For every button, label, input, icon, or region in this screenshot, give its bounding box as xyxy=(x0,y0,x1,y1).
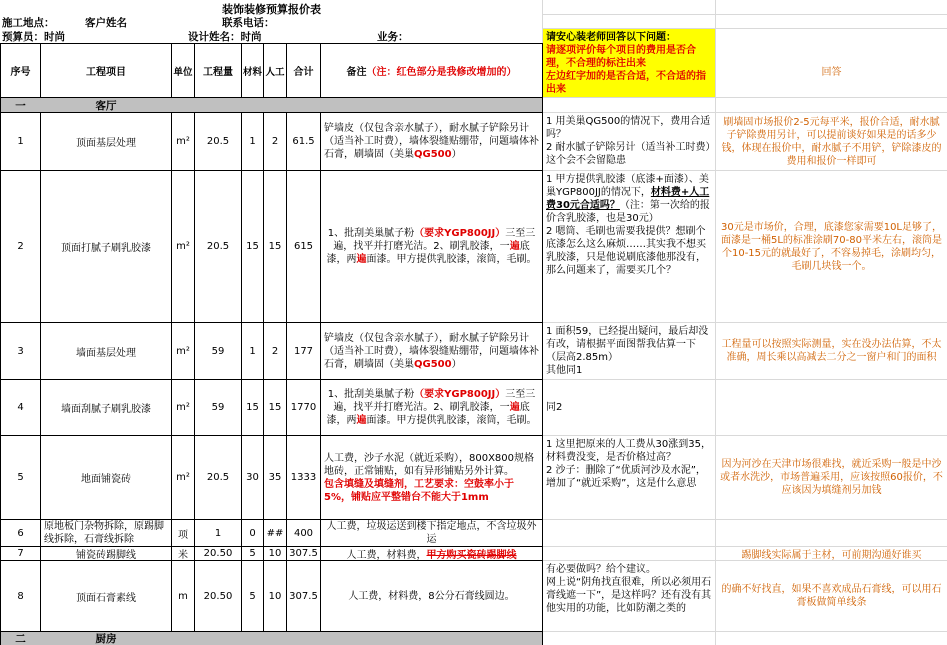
note-red-text: （要求YGP800JJ） xyxy=(414,389,506,400)
row-note xyxy=(321,171,542,322)
row-item: 铺瓷砖踢脚线 xyxy=(76,550,136,560)
row-note xyxy=(321,436,542,519)
row-qty: 20.50 xyxy=(203,548,233,559)
row-total: 400 xyxy=(293,527,314,539)
row-item: 原地板门杂物拆除，原踢脚线拆除，石膏线拆除 xyxy=(44,521,164,545)
row-seq: 3 xyxy=(17,345,24,357)
question-box-line1: 请安心装老师回答以下问题： xyxy=(546,32,676,43)
row-item: 顶面石膏素线 xyxy=(76,592,136,604)
row-item: 顶面基层处理 xyxy=(76,138,136,149)
note-red-text: QG500 xyxy=(414,149,452,160)
note-text: 面漆。甲方提供乳胶漆，滚筒，毛刷。 xyxy=(366,254,537,265)
note-red-text: 遍 xyxy=(356,254,367,265)
row-unit: m xyxy=(178,590,188,602)
row-seq: 2 xyxy=(17,241,24,252)
note-red-text: QG500 xyxy=(414,358,452,370)
row-unit: m² xyxy=(176,241,190,252)
note-text: 底漆，两 xyxy=(326,241,530,265)
question-text: 1 甲方提供乳胶漆（底漆+面漆）、美巢YGP800JJ的情况下， xyxy=(546,174,709,198)
note-text: 面漆。甲方提供乳胶漆，滚筒，毛刷。 xyxy=(366,415,537,426)
section-number: 二 xyxy=(1,632,40,645)
note-red-text: 甲方购买瓷砖踢脚线 xyxy=(426,550,517,560)
row-note xyxy=(321,547,542,560)
row-question xyxy=(543,171,715,322)
customer-label: 客户姓名 xyxy=(85,17,127,29)
row-total: 307.5 xyxy=(289,548,318,559)
row-question: 1 面积59，已经提出疑问，最后却没有改，请根据平面图帮我估算一下（层高2.85m） 其他同1 xyxy=(546,326,709,376)
row-mat: 0 xyxy=(249,527,256,539)
note-text: 人工费，材料费， xyxy=(346,550,427,560)
row-labor: 35 xyxy=(268,472,282,483)
row-note xyxy=(321,113,542,170)
col-labor: 人工 xyxy=(265,66,285,78)
row-answer: 30元是市场价，合理，底漆您家需要10L足够了，面漆是一桶5L的标准涂刷70-80平米左右，滚筒是个10-15元的就最好了，不容易掉毛，涂刷均匀，毛刷几块钱一个。 xyxy=(720,221,943,272)
note-text: ） xyxy=(451,358,462,370)
row-answer xyxy=(716,380,947,435)
row-mat: 15 xyxy=(246,241,259,252)
row-answer: 踢脚线实际属于主材，可前期沟通好谁买 xyxy=(741,550,922,560)
row-seq: 1 xyxy=(17,136,24,147)
row-qty: 1 xyxy=(214,527,222,539)
row-note: 人工费，材料费，8公分石膏线圆边。 xyxy=(348,590,515,602)
section-name: 客厅 xyxy=(41,98,171,112)
row-mat: 5 xyxy=(249,590,256,602)
note-text: 1、批刮美巢腻子粉 xyxy=(327,389,415,400)
row-question: 有必要做吗？给个建议。 网上说“阴角找直很难，所以必须用石膏线遮一下”，是这样吗？还有没有其他实用的功能，比如防潮之类的 xyxy=(546,564,712,614)
row-total: 1770 xyxy=(290,402,317,413)
row-labor: ## xyxy=(266,527,284,539)
note-text: 铲墙皮（仅包含亲水腻子），耐水腻子铲除另计（适当补工时费），墙体裂缝贴绷带，问题墙体补石膏，刷墙固（美巢 xyxy=(324,123,539,160)
row-seq: 5 xyxy=(17,472,24,483)
row-qty: 59 xyxy=(211,345,225,357)
col-note xyxy=(321,44,542,97)
row-qty: 20.5 xyxy=(206,472,230,483)
row-qty: 20.50 xyxy=(203,590,233,602)
row-labor: 10 xyxy=(268,548,282,559)
row-unit: m² xyxy=(176,472,190,483)
section-name: 厨房 xyxy=(41,632,171,645)
note-text: 三至三遍，找平并打磨光洁。2、刷乳胶漆，一 xyxy=(333,389,536,413)
row-mat: 15 xyxy=(246,402,259,413)
row-total: 61.5 xyxy=(292,136,315,147)
row-seq: 6 xyxy=(17,527,24,539)
section-number: 一 xyxy=(1,98,40,112)
row-labor: 10 xyxy=(268,590,282,602)
row-unit: m² xyxy=(176,136,190,147)
row-note xyxy=(321,380,542,435)
row-question: 1 这里把原来的人工费从30涨到35，材料费没变，是否价格过高？ 2 沙子：删除了“优质河沙及水泥”，增加了“就近采购”，这是什么意思 xyxy=(546,439,711,489)
row-note: 人工费，垃圾运送到楼下指定地点，不含垃圾外运 xyxy=(326,521,537,545)
row-answer: 刷墙固市场报价2-5元每平米，报价合适，耐水腻子铲除费用另计，可以提前谈好如果是的话多少钱，体现在报价中，耐水腻子不用铲，铲除漆皮的费用和报价一样即可 xyxy=(721,116,942,167)
row-total: 615 xyxy=(293,241,314,252)
note-red-text: （要求YGP800JJ） xyxy=(414,228,506,239)
col-unit: 单位 xyxy=(173,66,193,78)
row-item: 墙面基层处理 xyxy=(76,347,136,359)
business-label: 业务： xyxy=(377,31,409,43)
row-labor: 15 xyxy=(268,241,282,252)
note-text: 1、批刮美巢腻子粉 xyxy=(327,228,415,239)
row-mat: 1 xyxy=(249,136,256,147)
col-total: 合计 xyxy=(293,67,314,78)
question-box-line2: 请逐项评价每个项目的费用是否合理，不合理的标注出来 xyxy=(546,45,696,69)
row-seq: 4 xyxy=(17,402,24,413)
row-labor: 2 xyxy=(271,136,279,147)
row-answer: 的确不好找直，如果不喜欢成品石膏线，可以用石膏板做简单线条 xyxy=(721,584,942,608)
col-qty: 工程量 xyxy=(203,67,233,78)
col-note-red: （注：红色部分是我修改增加的） xyxy=(366,67,517,78)
budget-label: 预算员：时尚 xyxy=(2,31,65,43)
note-red-text: 遍 xyxy=(356,415,367,426)
row-labor: 15 xyxy=(268,402,282,413)
row-total: 177 xyxy=(293,345,314,357)
col-mat: 材料 xyxy=(242,66,262,78)
row-question: 1 用美巢QG500的情况下，费用合适吗？ 2 耐水腻子铲除另计（适当补工时费）这个会不会留隐患 xyxy=(546,116,711,166)
row-unit: 米 xyxy=(178,550,188,560)
note-text: ） xyxy=(451,149,462,160)
row-total: 1333 xyxy=(290,472,317,483)
row-qty: 20.5 xyxy=(206,241,230,252)
phone-label: 联系电话： xyxy=(222,17,275,29)
question-text: （注：第一次给的报价含乳胶漆，也是30元） 2 嗯筒、毛刷也需要我提供？想刷个底漆怎么这么麻烦……其实我不想买乳胶漆，只是他说刷底漆他那没有，那么问题来了，需要买几个？ xyxy=(546,200,710,276)
row-answer: 因为河沙在天津市场很难找，就近采购一般是中沙或者水洗沙，市场普遍采用，应该按照60报价，不应该因为填缝剂另加钱 xyxy=(720,459,943,496)
question-box xyxy=(543,29,715,97)
note-text: 底漆，两 xyxy=(326,402,530,426)
designer-label: 设计姓名：时尚 xyxy=(188,31,262,43)
row-seq: 8 xyxy=(17,590,24,602)
question-bold-text: 材料费+人工费30元合适吗？ xyxy=(546,187,710,211)
site-label: 施工地点： xyxy=(2,17,55,29)
col-item: 工程项目 xyxy=(86,67,126,78)
row-item: 顶面打腻子刷乳胶漆 xyxy=(61,243,151,254)
row-mat: 5 xyxy=(249,548,256,559)
row-unit: 项 xyxy=(178,529,188,541)
row-unit: m² xyxy=(176,345,190,357)
row-unit: m² xyxy=(176,402,190,413)
col-note-label: 备注 xyxy=(346,67,367,78)
sheet-title: 装饰装修预算报价表 xyxy=(222,3,321,16)
row-item: 墙面刮腻子刷乳胶漆 xyxy=(61,404,151,415)
note-text: 铲墙皮（仅包含亲水腻子），耐水腻子铲除另计（适当补工时费），墙体裂缝贴绷带，问题墙体补石膏，刷墙固（美巢 xyxy=(324,332,539,370)
row-total: 307.5 xyxy=(289,590,318,602)
answer-header: 回答 xyxy=(821,67,842,78)
note-red-text: 包含填缝及填缝剂，工艺要求：空鼓率小于5%，铺贴应平整错台不能大于1mm xyxy=(324,478,514,503)
row-item: 地面铺瓷砖 xyxy=(81,474,131,485)
col-seq: 序号 xyxy=(10,67,31,78)
row-qty: 59 xyxy=(211,402,225,413)
note-red-text: 遍 xyxy=(509,241,520,252)
row-answer: 工程量可以按照实际测量，实在没办法估算，不太准确，周长乘以高减去二分之一窗户和门的面积 xyxy=(721,339,942,363)
row-qty: 20.5 xyxy=(206,136,230,147)
row-mat: 30 xyxy=(246,472,259,483)
note-text: 人工费，沙子水泥（就近采购），800X800规格地砖，正常铺贴，如有异形铺贴另外计算。 xyxy=(324,452,535,477)
row-labor: 2 xyxy=(271,345,279,357)
row-question: 同2 xyxy=(546,402,563,413)
note-text: 三至三遍，找平并打磨光洁。2、刷乳胶漆，一 xyxy=(333,228,536,252)
row-mat: 1 xyxy=(249,345,256,357)
question-box-line3: 左边红字加的是否合适，不合适的指出来 xyxy=(546,71,706,95)
row-note xyxy=(321,323,542,379)
row-seq: 7 xyxy=(17,548,24,559)
note-red-text: 遍 xyxy=(509,402,520,413)
